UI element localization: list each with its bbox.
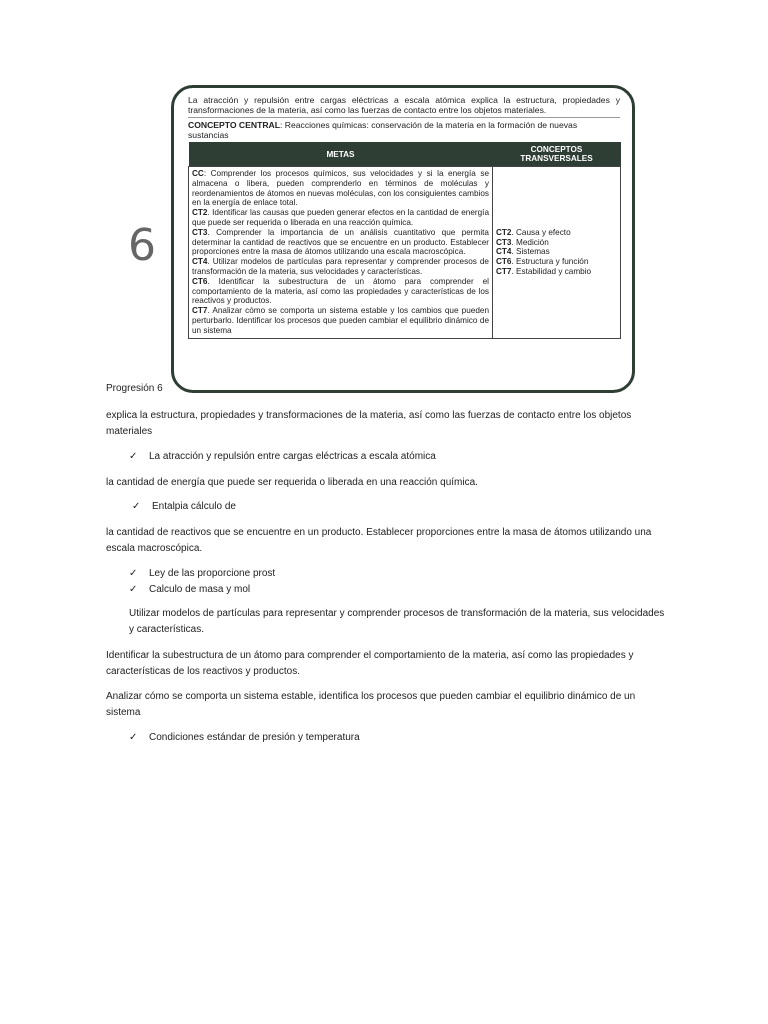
transversal-code: CT7: [496, 266, 512, 276]
paragraph: Identificar la subestructura de un átomo para comprender el comportamiento de la materia, así como las propiedades y características de los reactivos y productos.: [106, 650, 634, 677]
transversal-code: CT6: [496, 257, 512, 267]
checklist-text: Entalpia cálculo de: [152, 501, 236, 512]
intro-text: La atracción y repulsión entre cargas eléctricas a escala atómica explica la estructura, propiedades y transformaciones de la materia, así como las fuerzas de contacto entre los objetos materiales.: [188, 95, 620, 115]
checklist-text: Calculo de masa y mol: [149, 584, 251, 595]
paragraph: la cantidad de energía que puede ser requerida o liberada en una reacción química.: [106, 477, 478, 488]
transversal-text: . Causa y efecto: [511, 227, 571, 237]
goals-table: [188, 142, 621, 339]
metas-header: METAS: [189, 142, 493, 167]
transversal-code: CT3: [496, 237, 512, 247]
transversal-code: CT2: [496, 227, 512, 237]
transversal-item: [496, 267, 617, 277]
checklist-text: Ley de las proporcione prost: [149, 568, 276, 579]
checklist-item: [129, 730, 360, 746]
transversal-item: [496, 238, 617, 248]
checkmark-icon: ✓: [129, 732, 138, 743]
transversal-item: [496, 257, 617, 267]
goal-item: [192, 306, 489, 335]
transversal-item: [496, 228, 617, 238]
goal-text: . Identificar la subestructura de un átomo para comprender el comportamiento de la materia, así como las propiedades y características de los reactivos y productos.: [192, 276, 489, 306]
goal-text: : Comprender los procesos químicos, sus velocidades y si la energía se almacena o libera, pueden comprenderlo en términos de moléculas y reordenamientos de átomos en nuevas moléculas, con los consiguientes cambios en la energía de enlace total.: [192, 169, 489, 208]
paragraph: la cantidad de reactivos que se encuentre en un producto. Establecer proporciones entre la masa de átomos utilizando una escala macroscópica.: [106, 527, 652, 554]
checklist-item: [132, 499, 236, 515]
central-concept-label: CONCEPTO CENTRAL: [188, 120, 280, 130]
checklist-item: [129, 566, 275, 582]
transversal-text: . Sistemas: [511, 247, 550, 257]
goal-item: [192, 257, 489, 277]
checkmark-icon: ✓: [129, 451, 138, 462]
checklist-item: [129, 449, 436, 465]
paragraph: Analizar cómo se comporta un sistema estable, identifica los procesos que pueden cambiar el equilibrio dinámico de un sistema: [106, 691, 636, 718]
checklist-text: La atracción y repulsión entre cargas eléctricas a escala atómica: [149, 451, 436, 462]
transversal-text: . Medición: [511, 237, 549, 247]
goal-code: CT2: [192, 208, 208, 218]
goal-code: CT4: [192, 257, 208, 267]
checkmark-icon: ✓: [129, 568, 138, 579]
paragraph: Utilizar modelos de partículas para representar y comprender procesos de transformación de la materia, sus velocidades y características.: [129, 608, 665, 635]
goal-item: [192, 228, 489, 257]
progression-number: 6: [128, 220, 156, 271]
transversal-item: [496, 247, 617, 257]
goal-text: . Analizar cómo se comporta un sistema estable y los cambios que pueden perturbarlo. Identificar los procesos que pueden cambiar el equilibrio dinámico de un sistema: [192, 306, 489, 335]
checklist-text: Condiciones estándar de presión y temperatura: [149, 732, 360, 743]
goal-item: [192, 169, 489, 208]
goal-code: CC: [192, 169, 204, 178]
goal-code: CT7: [192, 306, 208, 316]
goal-text: . Utilizar modelos de partículas para representar y comprender procesos de transformación de la materia, sus velocidades y características.: [192, 257, 489, 276]
goal-code: CT6: [192, 276, 208, 286]
goal-text: . Comprender la importancia de un análisis cuantitativo que permita determinar la cantidad de reactivos que se encuentre en un producto. Establecer proporciones entre la masa de átomos utilizando una escala macroscópica.: [192, 227, 489, 257]
goal-text: . Identificar las causas que pueden generar efectos en la cantidad de energía que puede ser requerida o liberada en una reacción química.: [192, 208, 489, 227]
goal-item: [192, 277, 489, 306]
conceptos-header: CONCEPTOS TRANSVERSALES: [493, 142, 621, 167]
checkmark-icon: ✓: [132, 501, 141, 512]
transversal-code: CT4: [496, 247, 512, 257]
checklist-item: [129, 582, 250, 598]
goals-cell: [189, 167, 493, 339]
progression-label: Progresión 6: [106, 383, 163, 394]
transversal-cell: [493, 167, 621, 339]
goal-code: CT3: [192, 227, 208, 237]
transversal-text: . Estabilidad y cambio: [511, 266, 592, 276]
checkmark-icon: ✓: [129, 584, 138, 595]
goal-item: [192, 208, 489, 228]
central-concept-text: : Reacciones químicas: conservación de la materia en la formación de nuevas sustancias: [188, 120, 578, 140]
transversal-text: . Estructura y función: [511, 257, 589, 267]
paragraph: explica la estructura, propiedades y transformaciones de la materia, así como las fuerzas de contacto entre los objetos materiales: [106, 410, 632, 437]
concept-table-content: [188, 95, 620, 339]
central-concept: [188, 117, 620, 140]
concept-table-image: [171, 85, 635, 393]
